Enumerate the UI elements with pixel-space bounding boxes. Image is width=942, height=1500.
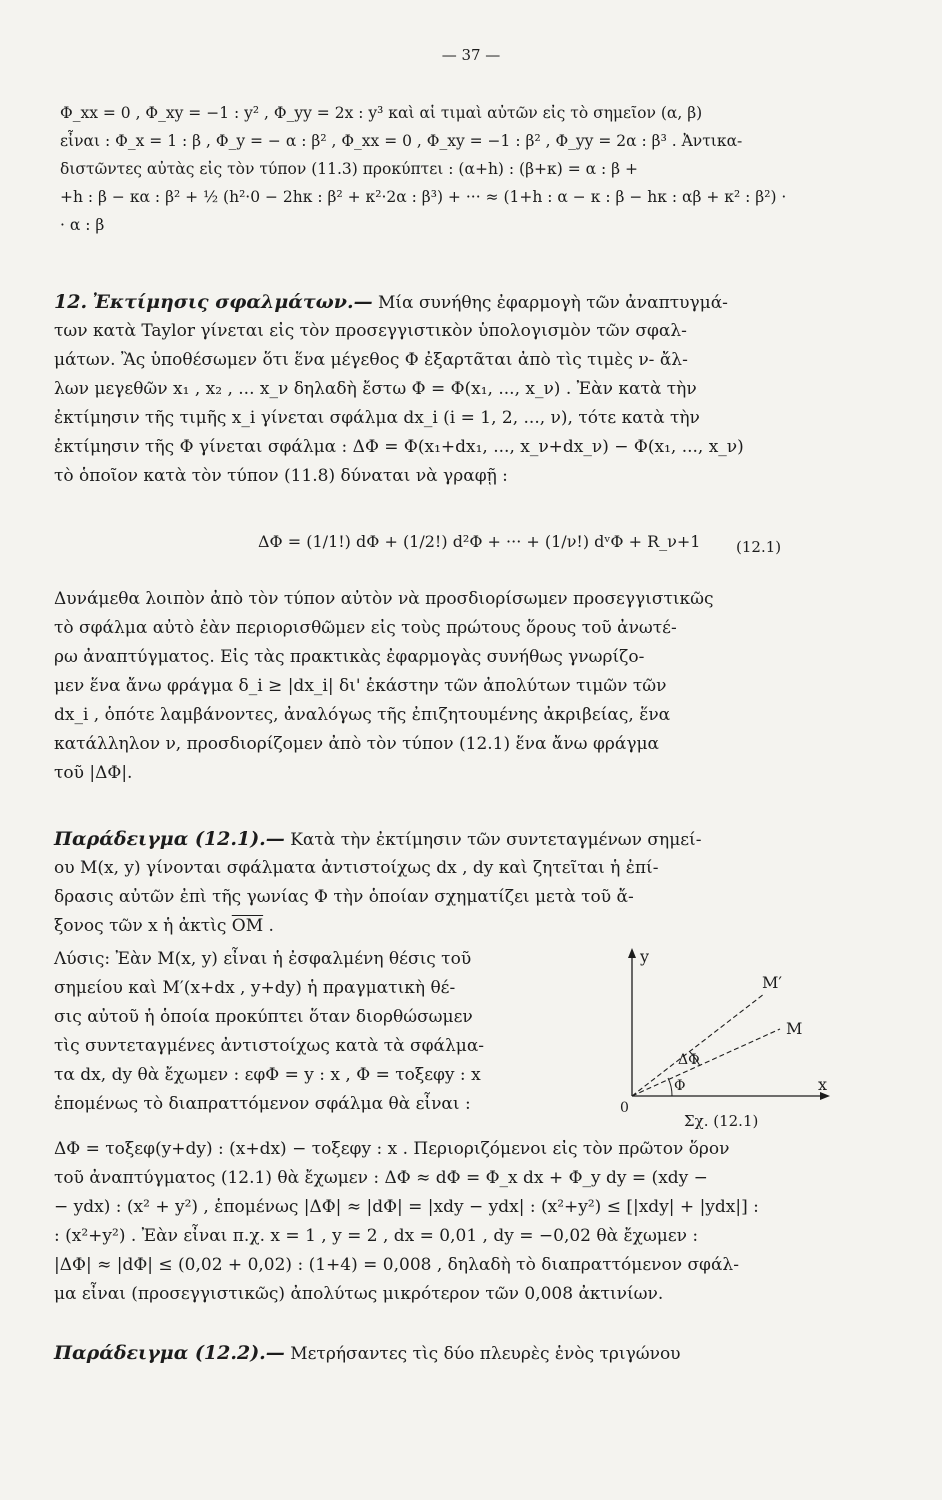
phi-arc xyxy=(668,1078,672,1096)
text-line: · α : β xyxy=(60,216,105,234)
text-line: σις αὐτοῦ ἡ ὁποία προκύπτει ὅταν διορθώσωμεν xyxy=(54,1007,473,1027)
figure-caption: Σχ. (12.1) xyxy=(684,1112,759,1130)
example-heading xyxy=(54,1342,681,1365)
x-label: x xyxy=(818,1075,828,1094)
point-m-prime-label: M′ xyxy=(762,973,783,992)
example-title: Παράδειγμα (12.2).— xyxy=(54,1342,285,1364)
example-heading xyxy=(54,828,701,851)
point-m-label: M xyxy=(786,1019,803,1038)
section-title: Ἐκτίμησις σφαλμάτων.— xyxy=(92,291,373,313)
text-line: τοῦ |ΔΦ|. xyxy=(54,763,133,783)
text-line: διστῶντες αὐτὰς εἰς τὸν τύπον (11.3) προκύπτει : (α+h) : (β+κ) = α : β + xyxy=(60,160,639,178)
text-line: +h : β − κα : β² + ½ (h²·0 − 2hκ : β² + κ²·2α : β³) + ··· ≈ (1+h : α − κ : β − hκ : αβ + κ² : β²) · xyxy=(60,188,787,206)
text-fragment: ξονος τῶν x ἡ ἀκτὶς xyxy=(54,916,227,936)
section-first-line: Μία συνήθης ἐφαρμογὴ τῶν ἀναπτυγμά- xyxy=(377,293,728,313)
om-segment: $\overline{OM}$ xyxy=(231,916,264,936)
text-line: λων μεγεθῶν x₁ , x₂ , ... x_ν δηλαδὴ ἔστω Φ = Φ(x₁, ..., x_ν) . Ἐὰν κατὰ τὴν xyxy=(54,379,697,399)
example-title: Παράδειγμα (12.1).— xyxy=(54,828,285,850)
phi-label: Φ xyxy=(674,1078,686,1094)
text-line: |ΔΦ| ≈ |dΦ| ≤ (0,02 + 0,02) : (1+4) = 0,008 , δηλαδὴ τὸ διαπραττόμενον σφάλ- xyxy=(54,1255,739,1275)
y-arrow-icon xyxy=(628,948,636,958)
example-intro: Μετρήσαντες τὶς δύο πλευρὲς ἑνὸς τριγώνου xyxy=(290,1344,681,1364)
figure-12-1 xyxy=(612,946,842,1132)
y-label: y xyxy=(640,947,650,966)
text-line: εἶναι : Φ_x = 1 : β , Φ_y = − α : β² , Φ_xx = 0 , Φ_xy = −1 : β² , Φ_yy = 2α : β³ . Ἀντικα- xyxy=(60,132,743,150)
section-heading xyxy=(54,291,728,314)
text-line: : (x²+y²) . Ἐὰν εἶναι π.χ. x = 1 , y = 2 , dx = 0,01 , dy = −0,02 θὰ ἔχωμεν : xyxy=(54,1226,699,1246)
text-line: τὸ ὁποῖον κατὰ τὸν τύπον (11.8) δύναται νὰ γραφῇ : xyxy=(54,466,508,486)
ray-om xyxy=(632,1029,780,1096)
page-number: — 37 — xyxy=(441,46,501,64)
text-line xyxy=(54,915,274,937)
text-line: των κατὰ Taylor γίνεται εἰς τὸν προσεγγιστικὸν ὑπολογισμὸν τῶν σφαλ- xyxy=(54,321,687,341)
text-line: Λύσις: Ἐὰν M(x, y) εἶναι ἡ ἐσφαλμένη θέσις τοῦ xyxy=(54,949,472,969)
period: . xyxy=(263,916,274,936)
text-line: σημείου καὶ M′(x+dx , y+dy) ἡ πραγματικὴ θέ- xyxy=(54,978,456,998)
text-line: κατάλληλον ν, προσδιορίζομεν ἀπὸ τὸν τύπον (12.1) ἕνα ἄνω φράγμα xyxy=(54,734,660,754)
dphi-label: ΔΦ xyxy=(678,1052,700,1068)
example-intro: Κατὰ τὴν ἐκτίμησιν τῶν συντεταγμένων σημεί- xyxy=(290,830,702,850)
text-line: dx_i , ὁπότε λαμβάνοντες, ἀναλόγως τῆς ἐπιζητουμένης ἀκριβείας, ἕνα xyxy=(54,705,671,725)
equation-12-1: ΔΦ = (1/1!) dΦ + (1/2!) d²Φ + ··· + (1/ν!) dᵛΦ + R_ν+1 xyxy=(258,532,701,551)
text-line: μάτων. Ἂς ὑποθέσωμεν ὅτι ἕνα μέγεθος Φ ἐξαρτᾶται ἀπὸ τὶς τιμὲς ν- ἄλ- xyxy=(54,350,688,370)
equation-number: (12.1) xyxy=(736,538,782,556)
section-number: 12. xyxy=(54,291,88,313)
text-line: τὶς συντεταγμένες ἀντιστοίχως κατὰ τὰ σφάλμα- xyxy=(54,1036,485,1056)
text-line: τοῦ ἀναπτύγματος (12.1) θὰ ἔχωμεν : ΔΦ ≈ dΦ = Φ_x dx + Φ_y dy = (xdy − xyxy=(54,1168,708,1188)
origin-label: 0 xyxy=(620,1100,629,1116)
text-line: − ydx) : (x² + y²) , ἑπομένως |ΔΦ| ≈ |dΦ| = |xdy − ydx| : (x²+y²) ≤ [|xdy| + |ydx|] : xyxy=(54,1197,759,1217)
text-line: ου M(x, y) γίνονται σφάλματα ἀντιστοίχως dx , dy καὶ ζητεῖται ἡ ἐπί- xyxy=(54,858,659,878)
text-line: μεν ἕνα ἄνω φράγμα δ_i ≥ |dx_i| δι' ἑκάστην τῶν ἀπολύτων τιμῶν τῶν xyxy=(54,676,667,696)
text-line: Φ_xx = 0 , Φ_xy = −1 : y² , Φ_yy = 2x : y³ καὶ αἱ τιμαὶ αὐτῶν εἰς τὸ σημεῖον (α, β) xyxy=(60,104,703,122)
text-line: ΔΦ = τοξεφ(y+dy) : (x+dx) − τοξεφy : x . Περιοριζόμενοι εἰς τὸν πρῶτον ὅρον xyxy=(54,1139,730,1159)
text-line: μα εἶναι (προσεγγιστικῶς) ἀπολύτως μικρότερον τῶν 0,008 ἀκτινίων. xyxy=(54,1284,664,1304)
text-line: ἐκτίμησιν τῆς τιμῆς x_i γίνεται σφάλμα dx_i (i = 1, 2, ..., ν), τότε κατὰ τὴν xyxy=(54,408,700,428)
text-line: ρω ἀναπτύγματος. Εἰς τὰς πρακτικὰς ἐφαρμογὰς συνήθως γνωρίζο- xyxy=(54,647,645,667)
text-line: ἐκτίμησιν τῆς Φ γίνεται σφάλμα : ΔΦ = Φ(x₁+dx₁, ..., x_ν+dx_ν) − Φ(x₁, ..., x_ν) xyxy=(54,437,744,457)
text-line: Δυνάμεθα λοιπὸν ἀπὸ τὸν τύπον αὐτὸν νὰ προσδιορίσωμεν προσεγγιστικῶς xyxy=(54,589,714,609)
text-line: ἑπομένως τὸ διαπραττόμενον σφάλμα θὰ εἶναι : xyxy=(54,1094,471,1114)
text-line: τὸ σφάλμα αὐτὸ ἐὰν περιορισθῶμεν εἰς τοὺς πρώτους ὅρους τοῦ ἀνωτέ- xyxy=(54,618,677,638)
text-line: τα dx, dy θὰ ἔχωμεν : εφΦ = y : x , Φ = τοξεφy : x xyxy=(54,1065,481,1085)
text-line: δρασις αὐτῶν ἐπὶ τῆς γωνίας Φ τὴν ὁποίαν σχηματίζει μετὰ τοῦ ἄ- xyxy=(54,887,634,907)
figure-svg xyxy=(612,946,842,1132)
